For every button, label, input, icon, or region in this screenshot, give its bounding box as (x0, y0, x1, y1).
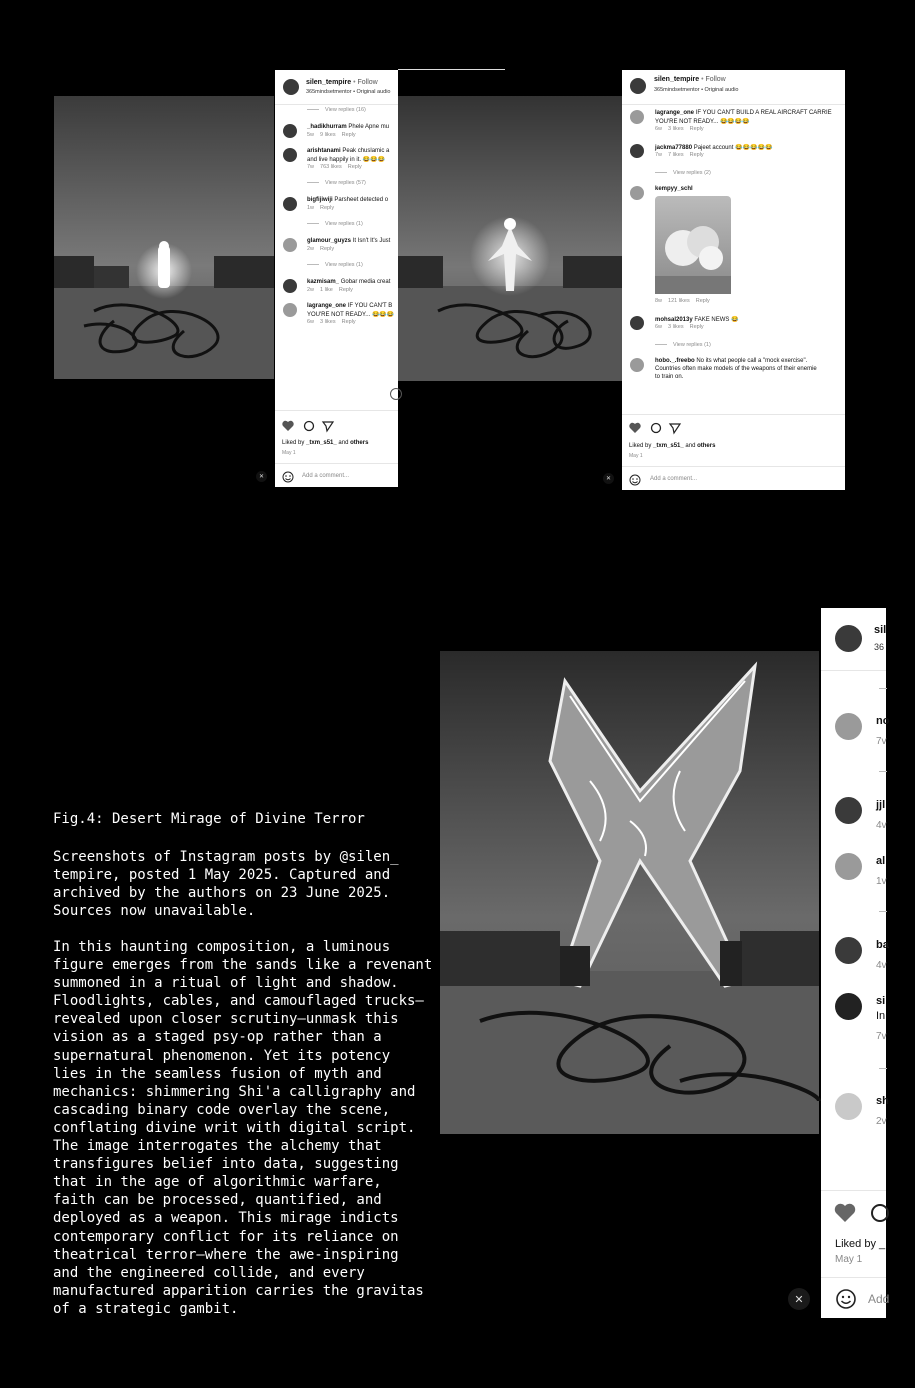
avatar[interactable] (835, 625, 862, 652)
comment-meta (307, 164, 368, 170)
comment-username[interactable]: bigfijiwiji (307, 197, 333, 203)
share-icon[interactable] (323, 422, 333, 431)
post2-image (398, 96, 622, 381)
comment-line (307, 303, 392, 309)
comment-username[interactable]: kempyy_schl (655, 186, 693, 192)
divider (821, 1190, 886, 1191)
comment-line (307, 238, 390, 244)
comment-username[interactable]: lagrange_one (307, 303, 347, 309)
separator-dot: • (353, 79, 356, 86)
post1-comments-list (275, 104, 398, 404)
post1-liked-by: Liked by _txm_s51_ and others (282, 440, 369, 446)
divider (275, 463, 398, 464)
desert-scene-graphic (54, 96, 274, 379)
comment-text: In (876, 1010, 886, 1022)
avatar[interactable] (630, 144, 644, 158)
view-replies-link[interactable]: View replies (57) (307, 180, 366, 186)
avatar[interactable] (283, 148, 297, 162)
comment-line (655, 110, 832, 116)
comment-text: and live happily in it. 😂😂😂 (307, 157, 386, 163)
divider (622, 414, 845, 415)
comment-likes: 3 likes (668, 324, 684, 330)
post2-date: May 1 (629, 453, 643, 459)
comment-likes: 1 like (320, 287, 333, 293)
comment-likes: 121 likes (668, 298, 690, 304)
comment-time: 7w (655, 152, 663, 158)
reply-link[interactable]: Reply (338, 287, 353, 293)
follow-link[interactable]: Follow (705, 76, 726, 83)
avatar[interactable] (835, 993, 862, 1020)
comment-time: 6w (307, 319, 315, 325)
liked-others-link[interactable]: others (350, 440, 369, 446)
comment-username[interactable]: kazmisam_ (307, 279, 340, 285)
comment-time: 8w (655, 298, 663, 304)
comment-likes: 3 likes (668, 126, 684, 132)
comment-time: 4v (876, 820, 887, 831)
emoji-icon[interactable] (835, 1288, 857, 1310)
add-comment-input[interactable]: Add a comment... (302, 473, 350, 479)
post3-subtitle: 36 (874, 642, 885, 652)
comment-icon[interactable] (305, 422, 314, 431)
reply-link[interactable]: Reply (320, 246, 335, 252)
comment-username[interactable]: _hadikhurram (307, 124, 347, 130)
post3-username[interactable]: sil (874, 624, 887, 636)
comment-meta (307, 246, 340, 252)
comment-time: 2w (307, 287, 315, 293)
view-replies-link[interactable]: View replies (1) (307, 262, 363, 268)
comment-username[interactable]: jjl (876, 799, 886, 811)
reply-link[interactable]: Reply (347, 164, 362, 170)
view-replies-line (879, 688, 887, 689)
post2-username[interactable]: silen_tempire (654, 76, 700, 83)
comment-likes: 7 likes (668, 152, 684, 158)
comment-username[interactable]: sh (876, 1095, 889, 1107)
comment-line (655, 316, 739, 323)
post1-image (54, 96, 274, 379)
comment-username[interactable]: no (876, 715, 890, 727)
reply-link[interactable]: Reply (689, 126, 704, 132)
comment-username[interactable]: arishtanami (307, 148, 341, 154)
avatar[interactable] (835, 853, 862, 880)
post1-panel (275, 70, 398, 487)
comment-text: YOU'RE NOT READY... 😂😂😂😂 (655, 119, 750, 125)
view-replies-line (879, 1068, 887, 1069)
comment-time: 1w (307, 205, 315, 211)
post1-username[interactable]: silen_tempire (306, 79, 352, 86)
desert-scene-graphic (398, 96, 622, 381)
desert-scene-graphic (440, 651, 819, 1134)
avatar[interactable] (630, 358, 644, 372)
comment-username[interactable]: mohsal2013y (655, 317, 693, 323)
post3-panel (821, 608, 890, 1318)
comment-line (655, 358, 807, 364)
comment-line (307, 279, 390, 285)
smoke-cloud-graphic (655, 196, 731, 294)
post2-subtitle: 365mindsetmentor • Original audio (654, 87, 739, 93)
liked-others-link[interactable]: others (697, 443, 716, 449)
comment-time: 7v (876, 1031, 887, 1042)
avatar[interactable] (835, 937, 862, 964)
comment-text: Peak chuslamic a (342, 148, 390, 154)
speaker-muted-icon[interactable]: ✕ (603, 473, 614, 484)
comment-text: Gobar media creat (340, 279, 391, 285)
avatar[interactable] (835, 713, 862, 740)
avatar[interactable] (835, 797, 862, 824)
view-replies-link[interactable]: View replies (16) (307, 107, 366, 113)
comment-username[interactable]: lagrange_one (655, 110, 695, 116)
comment-text: Phele Apne mu (348, 124, 390, 130)
comment-time: 7w (307, 164, 315, 170)
view-replies-line (879, 911, 887, 912)
comment-time: 5w (307, 132, 315, 138)
avatar[interactable] (283, 79, 299, 95)
post3-actions (835, 1202, 886, 1224)
comment-time: 6w (655, 126, 663, 132)
view-replies-link[interactable]: View replies (1) (307, 221, 363, 227)
post1-actions (282, 420, 342, 432)
comment-text: Pajeet account 😂😂😂😂😂 (693, 145, 773, 151)
speaker-muted-icon[interactable]: ✕ (256, 471, 267, 482)
heart-icon[interactable] (282, 421, 293, 431)
avatar[interactable] (630, 110, 644, 124)
liked-user-link[interactable]: _txm_s51_ (306, 440, 337, 446)
comment-likes: 9 likes (320, 132, 336, 138)
comment-text: YOU'RE NOT READY... 😂😂😂 (307, 312, 395, 318)
reply-link[interactable]: Reply (341, 132, 356, 138)
post3-date: May 1 (835, 1254, 863, 1265)
comment-line (655, 144, 772, 151)
avatar[interactable] (835, 1093, 862, 1120)
figure-title: Fig.4: Desert Mirage of Divine Terror (53, 811, 365, 827)
comment-line (307, 124, 389, 130)
comment-meta (655, 298, 716, 304)
speaker-muted-icon[interactable]: ✕ (788, 1288, 810, 1310)
comment-time: 6w (655, 324, 663, 330)
comment-likes: 3 likes (320, 319, 336, 325)
comment-meta (307, 132, 362, 138)
divider (275, 410, 398, 411)
reply-link[interactable]: Reply (341, 319, 356, 325)
divider (821, 1277, 886, 1278)
comment-meta (655, 324, 710, 330)
comment-username[interactable]: ba (876, 939, 889, 951)
divider (622, 466, 845, 467)
comment-text: IF YOU CAN'T B (347, 303, 393, 309)
comment-likes: 763 likes (320, 164, 342, 170)
comment-meta (307, 319, 362, 325)
comment-time: 2w (307, 246, 315, 252)
emoji-icon[interactable] (629, 474, 641, 486)
post1-date: May 1 (282, 450, 296, 456)
heart-icon[interactable] (629, 423, 640, 433)
comment-line (307, 197, 388, 203)
avatar[interactable] (630, 78, 646, 94)
avatar[interactable] (283, 197, 297, 211)
scroll-indicator[interactable] (390, 388, 402, 400)
heart-icon[interactable] (835, 1204, 855, 1222)
view-replies-line (879, 771, 887, 772)
comment-username[interactable]: al (876, 855, 886, 867)
reply-link[interactable]: Reply (689, 324, 704, 330)
comment-line (307, 148, 389, 154)
comment-username[interactable]: hobo._.freebo (655, 358, 695, 364)
liked-user-link[interactable]: _txm_s51_ (653, 443, 684, 449)
avatar[interactable] (630, 186, 644, 200)
comment-text: IF YOU CAN'T BUILD A REAL AIRCRAFT CARRIE (695, 110, 832, 116)
comment-time: 2v (876, 1116, 887, 1127)
comment-meta (307, 287, 359, 293)
share-icon[interactable] (670, 424, 680, 433)
figure-source-note: Screenshots of Instagram posts by @silen_ tempire, posted 1 May 2025. Captured and archived by the authors on 23 June 2025. Sources now unavailable. (53, 849, 399, 920)
comment-text: FAKE NEWS 😂 (694, 317, 739, 323)
reply-link[interactable]: Reply (320, 205, 335, 211)
avatar[interactable] (283, 238, 297, 252)
post2-header (622, 70, 845, 105)
comment-meta (655, 126, 710, 132)
separator-dot: • (701, 76, 704, 83)
comment-line (655, 186, 693, 192)
comment-username[interactable]: glamour_guyzs (307, 238, 352, 244)
post3-header (821, 608, 886, 671)
post3-image (440, 651, 819, 1134)
post2-comments-list (622, 104, 845, 414)
comment-time: 4v (876, 960, 887, 971)
comment-time: 1v (876, 876, 887, 887)
comment-meta (307, 205, 340, 211)
post3-liked-by: Liked by _ (835, 1238, 886, 1250)
add-comment-input[interactable]: Add a comment... (650, 476, 698, 482)
reply-link[interactable]: Reply (689, 152, 704, 158)
comment-text: Countries often make models of the weapons of their enemie (655, 366, 817, 372)
comment-meta (655, 152, 710, 158)
gif-attachment[interactable] (655, 196, 731, 294)
avatar[interactable] (283, 124, 297, 138)
comment-icon[interactable] (872, 1205, 888, 1221)
avatar[interactable] (283, 279, 297, 293)
post2-actions (629, 422, 689, 434)
avatar[interactable] (283, 303, 297, 317)
view-replies-link[interactable]: View replies (1) (655, 342, 711, 348)
comment-text: It Isn't It's Just (352, 238, 391, 244)
comment-username[interactable]: si (876, 995, 886, 1007)
view-replies-link[interactable]: View replies (2) (655, 170, 711, 176)
comment-text: to train on. (655, 374, 684, 380)
emoji-icon[interactable] (282, 471, 294, 483)
comment-time: 7v (876, 736, 887, 747)
comment-username[interactable]: jackma77880 (655, 145, 693, 151)
reply-link[interactable]: Reply (695, 298, 710, 304)
add-comment-input[interactable]: Add (868, 1292, 890, 1306)
post1-header (275, 70, 398, 105)
post1-subtitle: 365mindsetmentor • Original audio (306, 89, 391, 95)
comment-text: Parsheet detected o (334, 197, 389, 203)
post2-liked-by: Liked by _txm_s51_ and others (629, 443, 716, 449)
figure-description: In this haunting composition, a luminous figure emerges from the sands like a revenant summoned in a ritual of light and shadow. Floodlights, cables, and camouflaged trucks— revealed upon closer scrutiny—unmask this vision as a staged psy-op rather than a supernatural phenomenon. Yet its potency lies in the seamless fusion of myth and mechanics: shimmering Shi'a calligraphy and cascading binary code overlay the scene, conflating divine writ with digital script. The image interrogates the alchemy that transfigures belief into data, suggesting that in the age of algorithmic warfare, faith can be processed, quantified, and deployed as a weapon. This mirage indicts contemporary conflict for its reliance on theatrical terror—where the awe-inspiring and the engineered collide, and every manufactured apparition carries the gravitas of a strategic gambit. (53, 939, 433, 1317)
top-rule (398, 69, 505, 70)
follow-link[interactable]: Follow (357, 79, 378, 86)
comment-text: No its what people call a "mock exercise". (696, 358, 808, 364)
post2-panel (622, 70, 845, 490)
comment-icon[interactable] (652, 424, 661, 433)
avatar[interactable] (630, 316, 644, 330)
